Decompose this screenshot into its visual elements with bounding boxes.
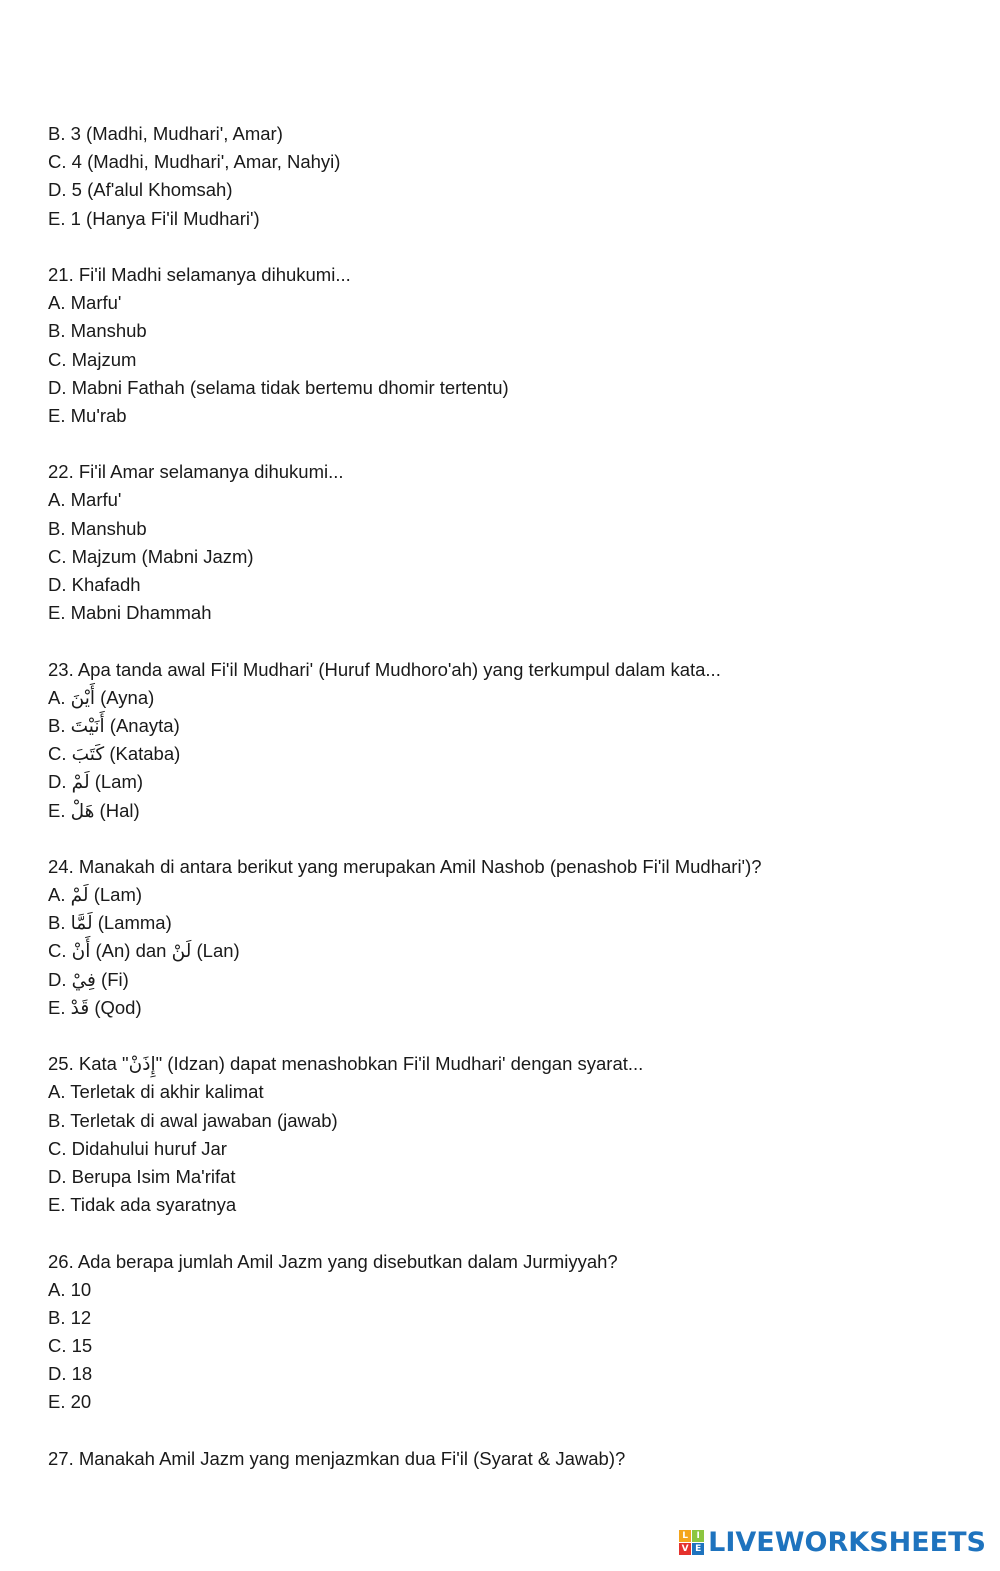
answer-option: E. هَلْ (Hal) xyxy=(48,799,140,821)
logo-mark-letter: I xyxy=(692,1530,704,1542)
answer-option: C. Didahului huruf Jar xyxy=(48,1137,227,1159)
question-text: 24. Manakah di antara berikut yang merupakan Amil Nashob (penashob Fi'il Mudhari')? xyxy=(48,855,762,877)
answer-option: A. Marfu' xyxy=(48,489,122,511)
answer-option: E. Mabni Dhammah xyxy=(48,602,212,624)
blank-line xyxy=(48,1417,968,1445)
answer-option: E. 20 xyxy=(48,1391,92,1413)
answer-option: C. كَتَبَ (Kataba) xyxy=(48,743,181,765)
liveworksheets-logo xyxy=(679,1525,986,1559)
answer-option: D. Khafadh xyxy=(48,574,141,595)
answer-option: B. لَمَّا (Lamma) xyxy=(48,912,172,934)
answer-option: E. Tidak ada syaratnya xyxy=(48,1194,237,1216)
answer-option: A. Marfu' xyxy=(48,292,122,314)
logo-mark-letter: E xyxy=(692,1543,704,1555)
answer-option: C. أَنْ (An) dan لَنْ (Lan) xyxy=(48,940,240,962)
answer-option: B. 3 (Madhi, Mudhari', Amar) xyxy=(48,123,283,144)
answer-option: B. Manshub xyxy=(48,320,147,342)
question-text: 25. Kata "إِذَنْ" (Idzan) dapat menashobkan Fi'il Mudhari' dengan syarat... xyxy=(48,1053,644,1075)
answer-option: E. Mu'rab xyxy=(48,404,127,426)
answer-option: D. Mabni Fathah (selama tidak bertemu dhomir tertentu) xyxy=(48,376,509,398)
answer-option: A. Terletak di akhir kalimat xyxy=(48,1081,264,1103)
answer-option: B. Terletak di awal jawaban (jawab) xyxy=(48,1109,338,1131)
question-text: 22. Fi'il Amar selamanya dihukumi... xyxy=(48,461,344,483)
answer-option: C. 4 (Madhi, Mudhari', Amar, Nahyi) xyxy=(48,151,341,173)
answer-option: D. Berupa Isim Ma'rifat xyxy=(48,1165,236,1187)
answer-option: A. لَمْ (Lam) xyxy=(48,884,143,906)
worksheet-content xyxy=(48,120,968,1473)
answer-option: B. أَنَيْتَ (Anayta) xyxy=(48,714,180,736)
blank-line xyxy=(48,627,968,655)
question-text: 21. Fi'il Madhi selamanya dihukumi... xyxy=(48,263,351,285)
logo-mark-letter: L xyxy=(679,1530,691,1542)
answer-option: B. Manshub xyxy=(48,517,147,539)
answer-option: B. 12 xyxy=(48,1306,92,1328)
question-text: 27. Manakah Amil Jazm yang menjazmkan dua Fi'il (Syarat & Jawab)? xyxy=(48,1447,626,1469)
answer-option: D. 5 (Af'alul Khomsah) xyxy=(48,179,233,201)
blank-line xyxy=(48,825,968,853)
answer-option: C. 15 xyxy=(48,1335,93,1357)
blank-line xyxy=(48,1022,968,1050)
answer-option: D. فِيْ (Fi) xyxy=(48,968,129,990)
answer-option: D. لَمْ (Lam) xyxy=(48,771,144,793)
answer-option: E. قَدْ (Qod) xyxy=(48,996,142,1018)
answer-option: E. 1 (Hanya Fi'il Mudhari') xyxy=(48,207,260,229)
blank-line xyxy=(48,430,968,458)
question-text: 23. Apa tanda awal Fi'il Mudhari' (Huruf Mudhoro'ah) yang terkumpul dalam kata... xyxy=(48,658,721,680)
liveworksheets-logo-mark-icon xyxy=(679,1530,704,1555)
blank-line xyxy=(48,233,968,261)
answer-option: A. أَيْنَ (Ayna) xyxy=(48,686,155,708)
blank-line xyxy=(48,1219,968,1247)
answer-option: C. Majzum (Mabni Jazm) xyxy=(48,545,254,567)
answer-option: D. 18 xyxy=(48,1363,93,1385)
answer-option: A. 10 xyxy=(48,1278,92,1300)
question-text: 26. Ada berapa jumlah Amil Jazm yang disebutkan dalam Jurmiyyah? xyxy=(48,1250,618,1272)
answer-option: C. Majzum xyxy=(48,348,137,370)
logo-mark-letter: V xyxy=(679,1543,691,1555)
liveworksheets-logo-text: LIVEWORKSHEETS xyxy=(708,1526,986,1558)
